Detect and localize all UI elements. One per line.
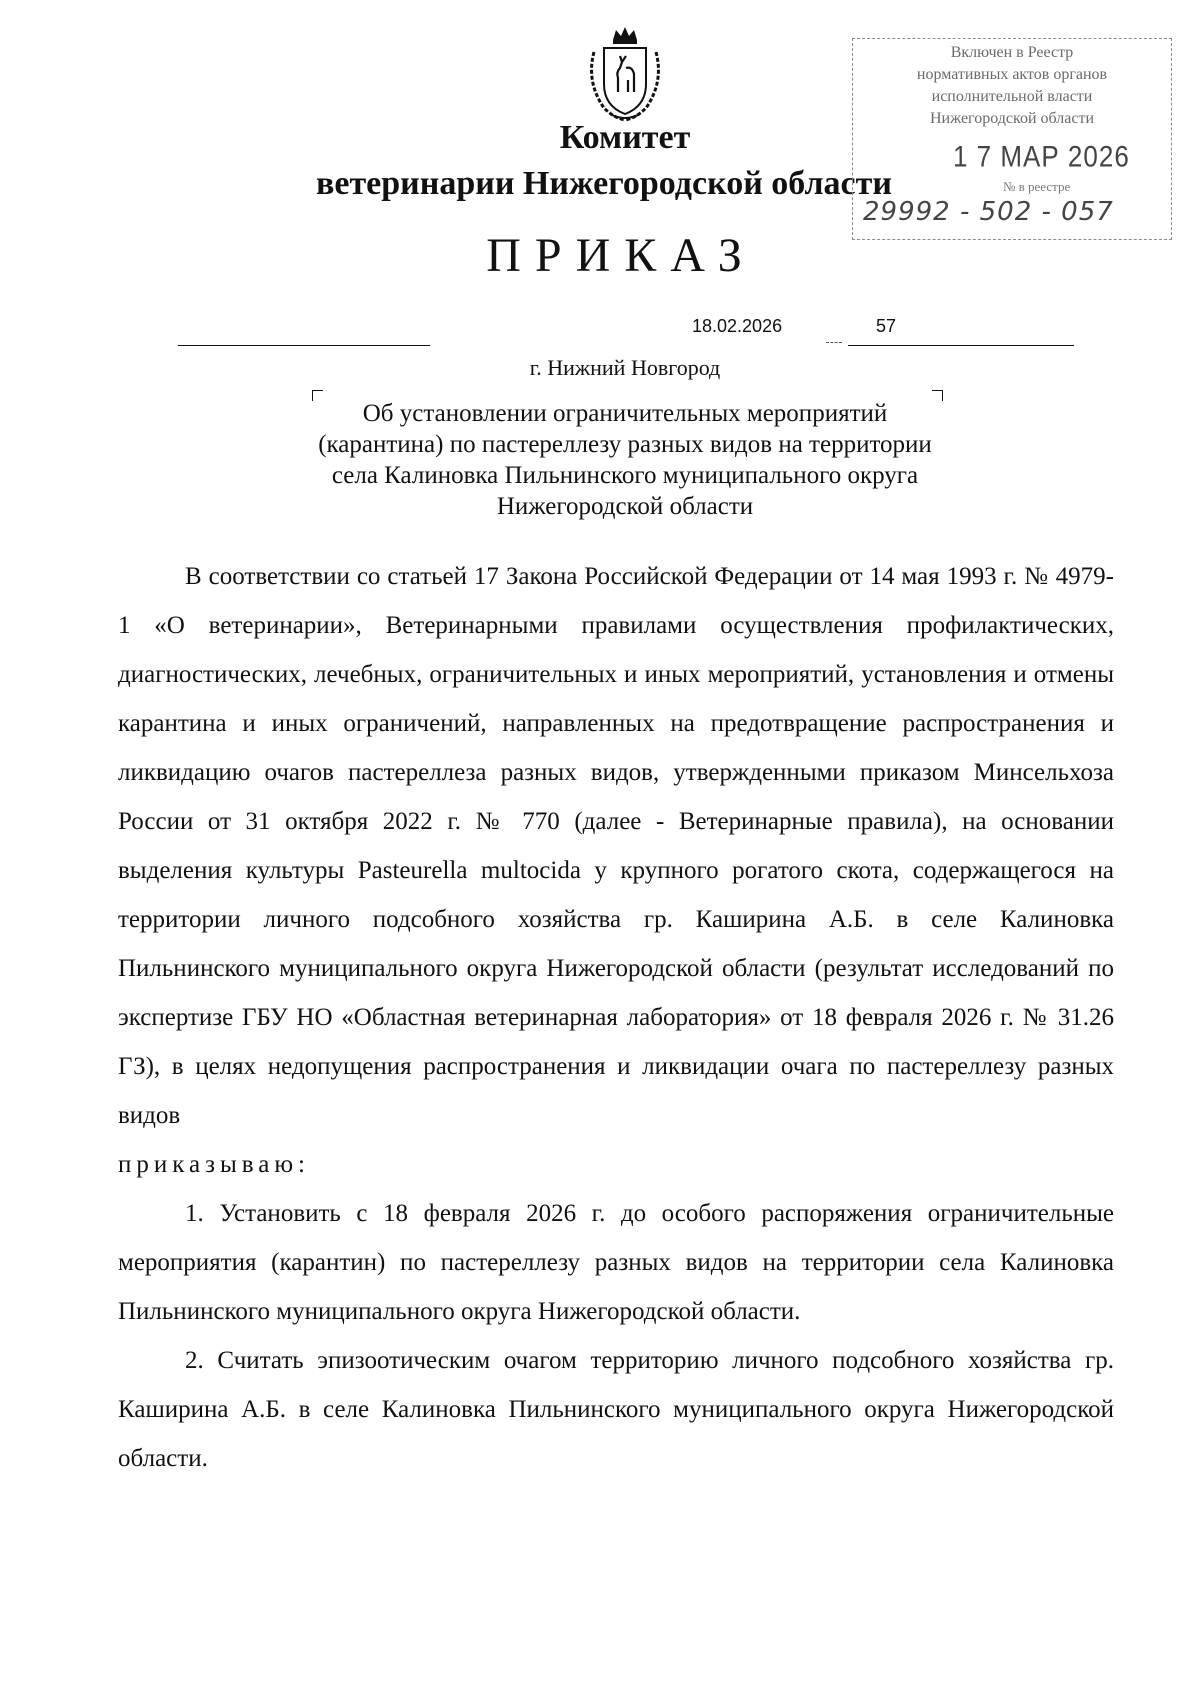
order-date: 18.02.2026 [692,316,783,336]
stamp-registry-label: № в реестре [1003,179,1071,194]
registry-stamp [852,38,1172,240]
date-underline [178,345,430,346]
preamble-paragraph: В соответствии со статьей 17 Закона Российской Федерации от 14 мая 1993 г. № 4979-1 «О ветеринарии», Ветеринарными правилами осуществления профилактических, диагностических, лечебных, ограничительных и иных мероприятий, установления и отмены карантина и иных ограничений, направленных на предотвращение распространения и ликвидацию очагов пастереллеза разных видов, утвержденными приказом Минсельхоза России от 31 октября 2022 г. № 770 (далее - Ветеринарные правила), на основании выделения культуры Pasteurella multocida у крупного рогатого скота, содержащегося на территории личного подсобного хозяйства гр. Каширина А.Б. в селе Калиновка Пильнинского муниципального округа Нижегородской области (результат исследований по экспертизе ГБУ НО «Областная ветеринарная лаборатория» от 18 февраля 2026 г. № 31.26 ГЗ), в целях недопущения распространения и ликвидации очага по пастереллезу разных видов [118,563,1114,1129]
order-number: 57 [876,316,897,336]
order-word: приказываю: [118,1151,310,1178]
document-body [118,552,1114,1483]
stamp-registry-number: 29992 - 502 - 057 [863,197,1114,227]
stamp-line: нормативных актов органов [916,66,1108,83]
coat-of-arms-icon [580,22,670,122]
order-item: 2. Считать эпизоотическим очагом территорию личного подсобного хозяйства гр. Каширина А.Б. в селе Калиновка Пильнинского муниципального округа Нижегородской области. [118,1347,1114,1472]
stamp-line: Включен в Реестр [950,44,1074,61]
document-title: Об установлении ограничительных мероприятий (карантина) по пастереллезу разных видов на территории села Калиновка Пильнинского муниципального округа Нижегородской области [318,400,932,520]
stamp-line: исполнительной власти [931,88,1093,105]
number-underline [848,345,1074,346]
organization-name-line1: Комитет [559,119,691,156]
organization-name-line2: ветеринарии Нижегородской области [316,165,892,202]
document-type: ПРИКАЗ [486,229,756,282]
stamp-line: Нижегородской области [929,110,1094,127]
order-item: 1. Установить с 18 февраля 2026 г. до особого распоряжения ограничительные мероприятия (карантин) по пастереллезу разных видов на территории села Калиновка Пильнинского муниципального округа Нижегородской области. [118,1200,1114,1325]
city: г. Нижний Новгород [529,355,721,380]
number-separator [826,342,842,343]
stamp-date: 1 7 МАР 2026 [953,138,1130,174]
